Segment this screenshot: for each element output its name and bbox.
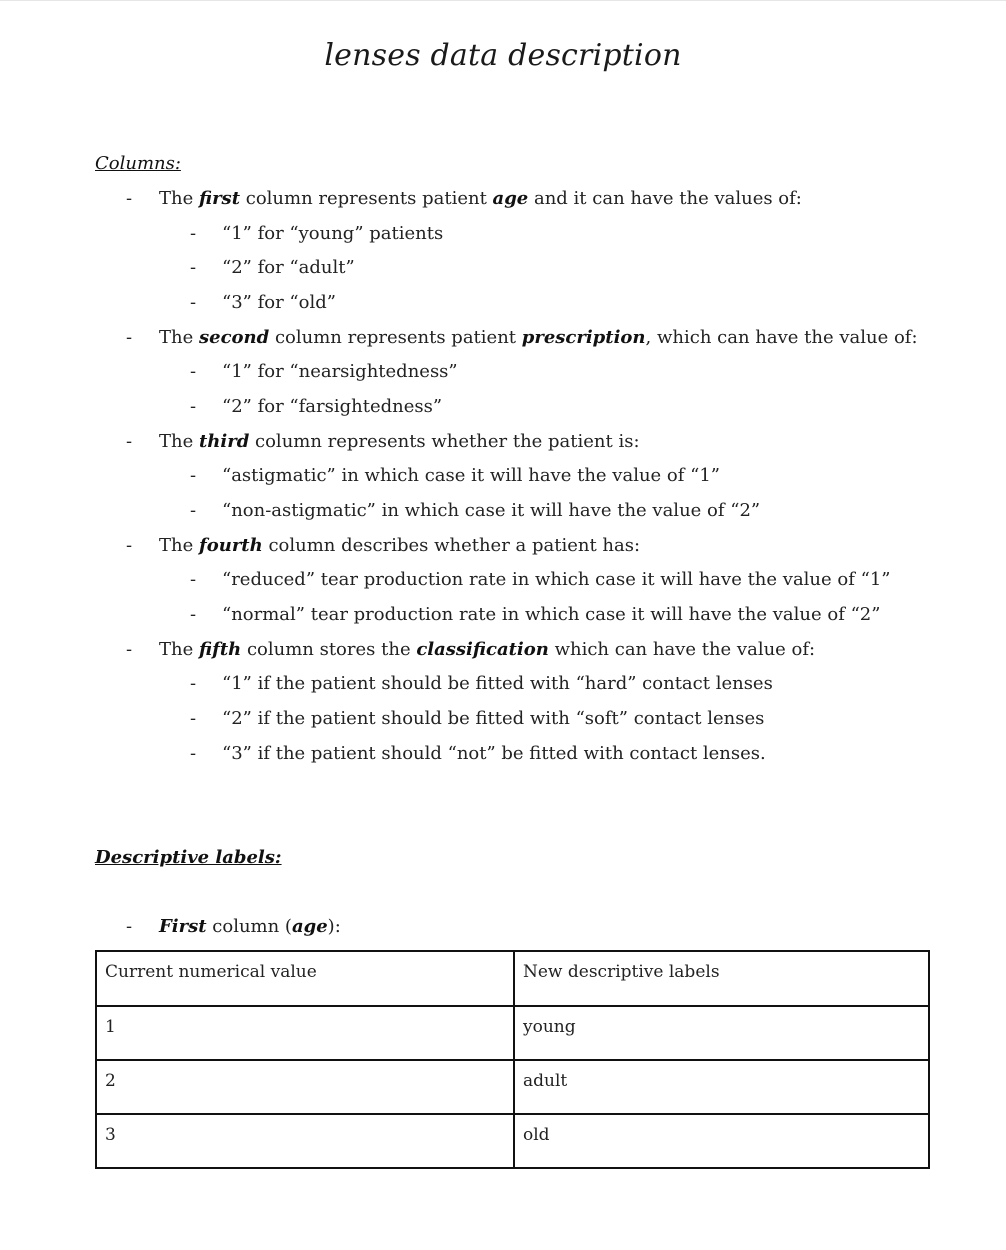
table-row	[96, 1114, 929, 1168]
table-cell: 3	[96, 1114, 514, 1168]
list-item: “2” if the patient should be fitted with “soft” contact lenses	[222, 708, 765, 729]
age-labels-table	[95, 950, 930, 1169]
list-bullet: -	[190, 257, 197, 278]
list-bullet: -	[190, 708, 197, 729]
list-bullet: -	[190, 396, 197, 417]
list-bullet: -	[126, 916, 133, 937]
table-row	[96, 1060, 929, 1114]
first-column-caption: First column (age):	[159, 916, 341, 937]
column-4-description: The fourth column describes whether a patient has:	[159, 535, 641, 556]
list-bullet: -	[190, 223, 197, 244]
list-item: “1” if the patient should be fitted with “hard” contact lenses	[222, 673, 773, 694]
list-item: “2” for “adult”	[222, 257, 355, 278]
list-bullet: -	[126, 535, 133, 556]
list-bullet: -	[190, 292, 197, 313]
list-bullet: -	[126, 327, 133, 348]
list-item: “2” for “farsightedness”	[222, 396, 443, 417]
table-header-row	[96, 951, 929, 1006]
list-item: “1” for “young” patients	[222, 223, 444, 244]
list-item: “reduced” tear production rate in which case it will have the value of “1”	[222, 569, 891, 590]
column-5-description: The fifth column stores the classification which can have the value of:	[159, 639, 816, 660]
table-cell: old	[514, 1114, 929, 1168]
list-bullet: -	[190, 673, 197, 694]
column-3-description: The third column represents whether the patient is:	[159, 431, 640, 452]
list-bullet: -	[126, 431, 133, 452]
table-row	[96, 1006, 929, 1060]
list-bullet: -	[190, 743, 197, 764]
list-item: “3” for “old”	[222, 292, 336, 313]
list-bullet: -	[126, 639, 133, 660]
list-item: “astigmatic” in which case it will have the value of “1”	[222, 465, 721, 486]
top-border	[0, 0, 1006, 1]
list-bullet: -	[190, 500, 197, 521]
list-item: “normal” tear production rate in which case it will have the value of “2”	[222, 604, 881, 625]
descriptive-labels-heading: Descriptive labels:	[95, 847, 282, 868]
table-cell: 2	[96, 1060, 514, 1114]
table-cell: adult	[514, 1060, 929, 1114]
list-bullet: -	[190, 361, 197, 382]
columns-heading: Columns:	[95, 153, 181, 174]
list-bullet: -	[126, 188, 133, 209]
column-1-description: The first column represents patient age and it can have the values of:	[159, 188, 802, 209]
list-item: “non-astigmatic” in which case it will have the value of “2”	[222, 500, 761, 521]
list-item: “3” if the patient should “not” be fitted with contact lenses.	[222, 743, 766, 764]
list-bullet: -	[190, 604, 197, 625]
table-header-cell: New descriptive labels	[514, 951, 929, 1006]
column-2-description: The second column represents patient prescription, which can have the value of:	[159, 327, 918, 348]
list-item: “1” for “nearsightedness”	[222, 361, 458, 382]
table-cell: young	[514, 1006, 929, 1060]
table-header-cell: Current numerical value	[96, 951, 514, 1006]
list-bullet: -	[190, 569, 197, 590]
list-bullet: -	[190, 465, 197, 486]
document-title: lenses data description	[324, 38, 682, 73]
table-cell: 1	[96, 1006, 514, 1060]
